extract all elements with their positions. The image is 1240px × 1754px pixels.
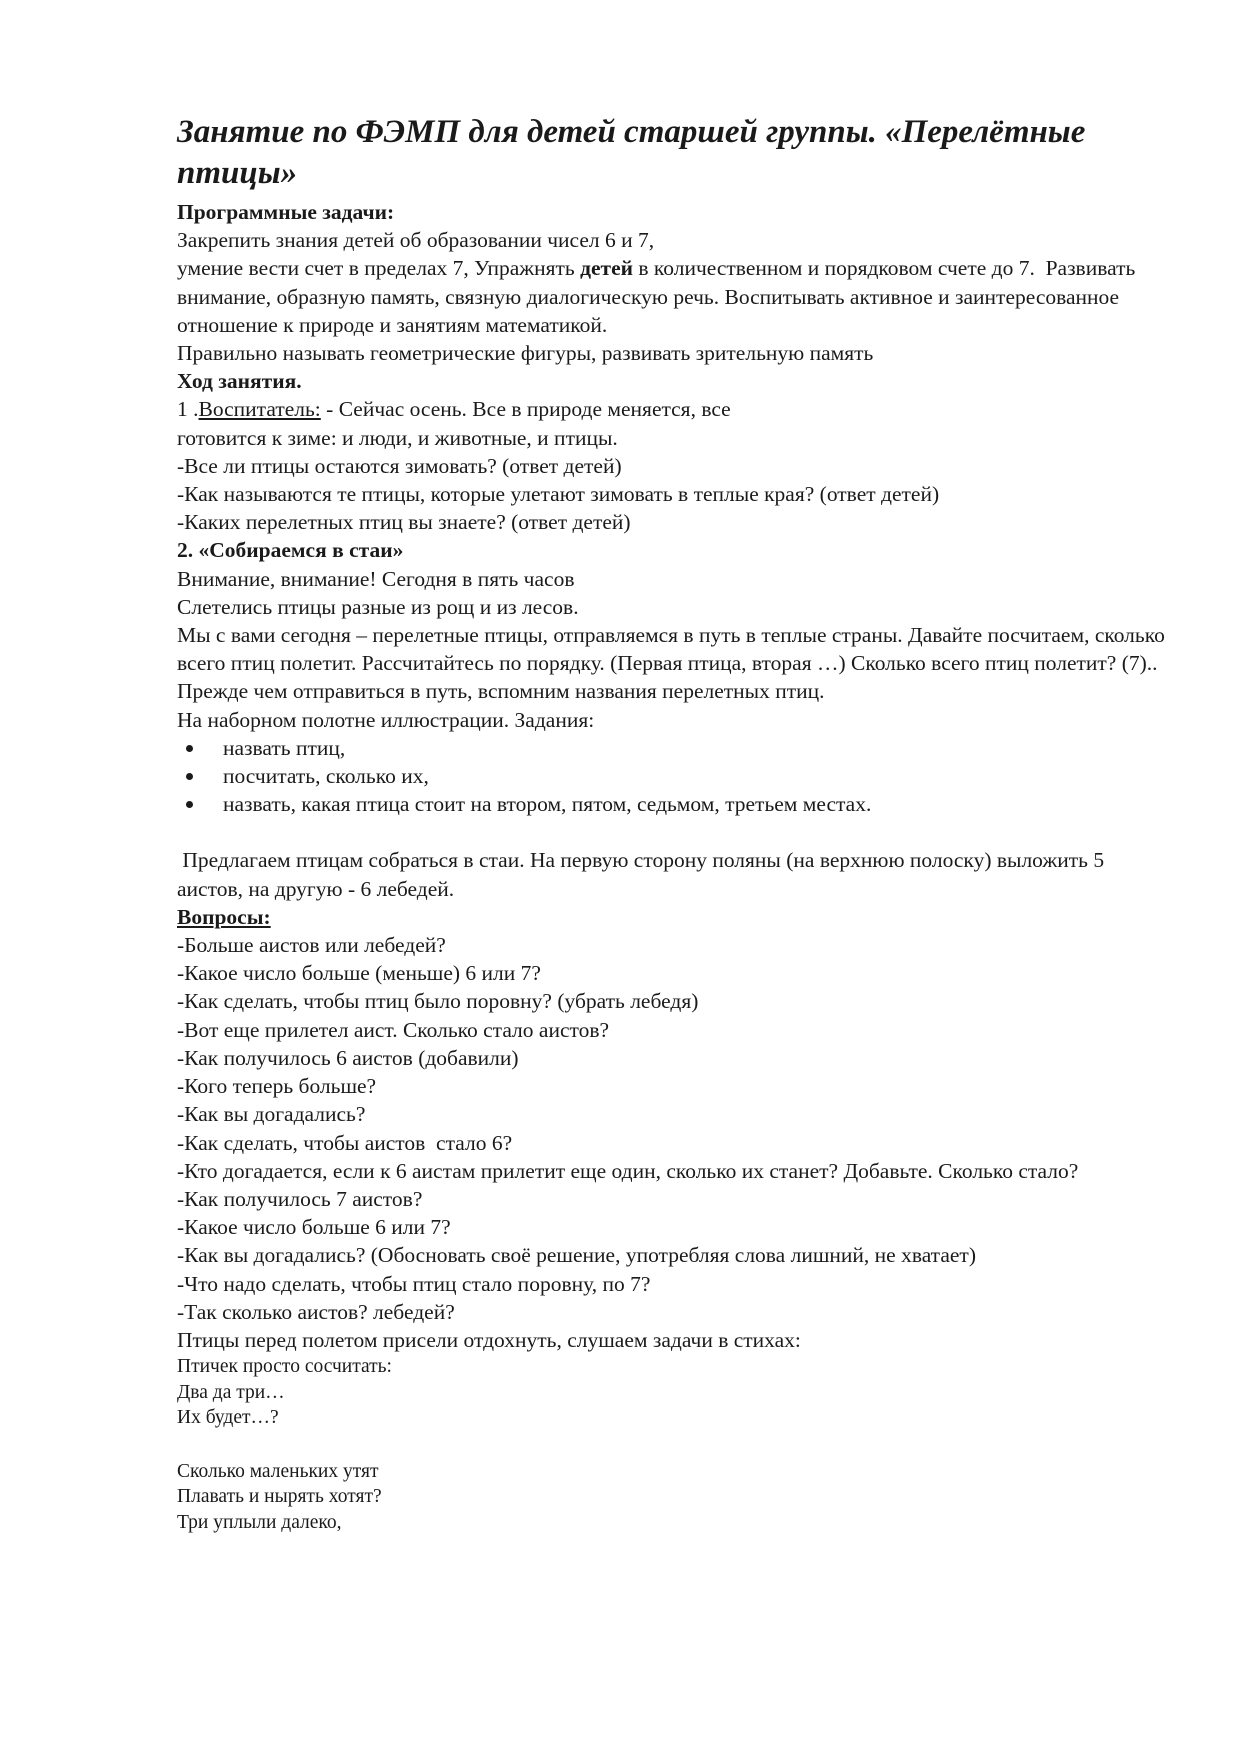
question-line: -Кого теперь больше? bbox=[177, 1074, 377, 1099]
list-item-text: посчитать, сколько их, bbox=[223, 764, 429, 789]
tasks-line-2 bbox=[177, 254, 1167, 339]
question-line: -Какое число больше (меньше) 6 или 7? bbox=[177, 961, 541, 986]
question-line: -Как сделать, чтобы аистов стало 6? bbox=[177, 1130, 513, 1155]
question-line: -Что надо сделать, чтобы птиц стало поровну, по 7? bbox=[177, 1271, 651, 1296]
tasks-heading: Программные задачи: bbox=[177, 200, 395, 224]
task-bullet-list bbox=[177, 734, 1167, 819]
question-line: -Больше аистов или лебедей? bbox=[177, 933, 446, 958]
teacher-label: Воспитатель: bbox=[198, 397, 321, 422]
part1-question-1: -Все ли птицы остаются зимовать? (ответ детей) bbox=[177, 453, 622, 478]
list-item bbox=[177, 762, 1167, 790]
question-line: -Как сделать, чтобы птиц было поровну? (убрать лебедя) bbox=[177, 989, 699, 1014]
question-line: -Как получилось 6 аистов (добавили) bbox=[177, 1045, 519, 1070]
bullet-icon bbox=[186, 801, 193, 808]
question-line: -Как вы догадались? (Обосновать своё решение, употребляя слова лишний, не хватает) bbox=[177, 1243, 976, 1268]
tasks-line-3: Правильно называть геометрические фигуры, развивать зрительную память bbox=[177, 341, 874, 366]
tasks-line-2-end: в количественном и порядковом счете до 7. Развивать внимание, образную память, связную диалогическую речь. Воспитывать активное и заинтересованное отношение к природе и занятиям математикой. bbox=[177, 256, 1141, 337]
part2-tasks-intro: На наборном полотне иллюстрации. Задания: bbox=[177, 707, 595, 732]
poem-line: Сколько маленьких утят bbox=[177, 1460, 379, 1482]
part2-line-1: Внимание, внимание! Сегодня в пять часов bbox=[177, 566, 575, 591]
poem-line: Плавать и нырять хотят? bbox=[177, 1486, 382, 1508]
question-line: -Вот еще прилетел аист. Сколько стало аистов? bbox=[177, 1017, 610, 1042]
questions-heading: Вопросы: bbox=[177, 904, 271, 929]
part1-line-2: готовится к зиме: и люди, и животные, и птицы. bbox=[177, 425, 618, 450]
spacer bbox=[177, 818, 1167, 846]
question-line: -Так сколько аистов? лебедей? bbox=[177, 1299, 455, 1324]
course-heading: Ход занятия. bbox=[177, 369, 302, 394]
question-line: -Как вы догадались? bbox=[177, 1102, 366, 1127]
part1-number: 1 . bbox=[177, 397, 199, 422]
list-item bbox=[177, 790, 1167, 818]
bullet-icon bbox=[186, 745, 193, 752]
document-content bbox=[177, 112, 1171, 1535]
tasks-line-1: Закрепить знания детей об образовании чисел 6 и 7, bbox=[177, 228, 655, 253]
part1-question-2: -Как называются те птицы, которые улетают зимовать в теплые края? (ответ детей) bbox=[177, 482, 940, 507]
part2-heading: 2. «Собираемся в стаи» bbox=[177, 538, 404, 563]
page-title: Занятие по ФЭМП для детей старшей группы. «Перелётные птицы» bbox=[177, 114, 1086, 191]
question-line: -Как получилось 7 аистов? bbox=[177, 1186, 423, 1211]
bullet-icon bbox=[186, 773, 193, 780]
poem-line: Их будет…? bbox=[177, 1407, 279, 1429]
question-line: -Кто догадается, если к 6 аистам прилетит еще один, сколько их станет? Добавьте. Сколько стало? bbox=[177, 1158, 1079, 1183]
list-item-text: назвать, какая птица стоит на втором, пятом, седьмом, третьем местах. bbox=[223, 792, 872, 817]
poem-intro: Птицы перед полетом присели отдохнуть, слушаем задачи в стихах: bbox=[177, 1327, 801, 1352]
part2-line-2: Слетелись птицы разные из рощ и из лесов. bbox=[177, 594, 579, 619]
poem-line: Два да три… bbox=[177, 1381, 285, 1403]
part1-intro bbox=[177, 395, 1167, 423]
part2-paragraph: Мы с вами сегодня – перелетные птицы, отправляемся в путь в теплые страны. Давайте посчитаем, сколько всего птиц полетит. Рассчитайтесь по порядку. (Первая птица, вторая …) Сколько всего птиц полетит? (7).. Прежде чем отправиться в путь, вспомним названия перелетных птиц. bbox=[177, 623, 1171, 704]
poem-line: Три уплыли далеко, bbox=[177, 1511, 342, 1533]
part2-offer: Предлагаем птицам собраться в стаи. На первую сторону поляны (на верхнюю полоску) выложить 5 аистов, на другую - 6 лебедей. bbox=[177, 848, 1110, 901]
question-line: -Какое число больше 6 или 7? bbox=[177, 1215, 451, 1240]
tasks-line-2-start: умение вести счет в пределах 7, Упражнять bbox=[177, 256, 581, 281]
tasks-bold-word: детей bbox=[580, 256, 634, 281]
poem-line: Птичек просто сосчитать: bbox=[177, 1356, 392, 1378]
part1-question-3: -Каких перелетных птиц вы знаете? (ответ детей) bbox=[177, 510, 631, 535]
spacer bbox=[177, 1431, 1167, 1459]
part1-intro-text: - Сейчас осень. Все в природе меняется, все bbox=[320, 397, 731, 422]
list-item bbox=[177, 734, 1167, 762]
list-item-text: назвать птиц, bbox=[223, 735, 346, 760]
